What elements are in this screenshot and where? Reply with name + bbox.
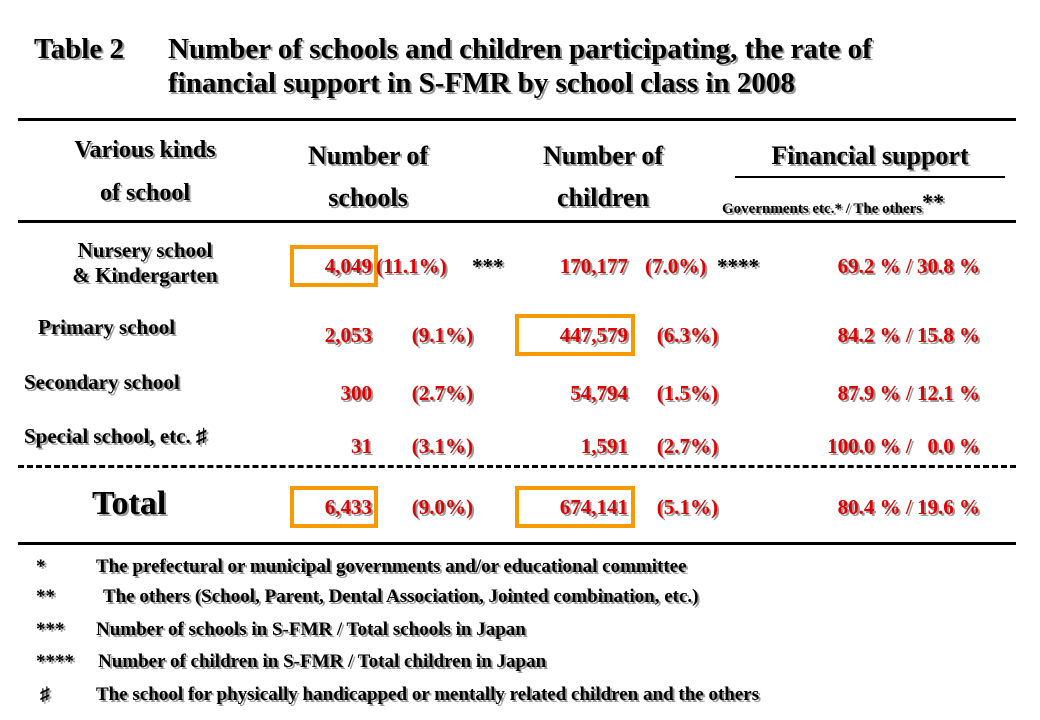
nursery-children-mark: **** (717, 254, 759, 278)
secondary-children-pct: (1.5%) (656, 381, 718, 405)
row-label-secondary: Secondary school (24, 370, 180, 394)
special-children: 1,591 (580, 434, 628, 458)
footnote-text-1: The prefectural or municipal governments and/or educational committee (96, 556, 687, 577)
top-rule (18, 118, 1016, 121)
primary-support: 84.2 % / 15.8 % (837, 323, 980, 347)
secondary-support: 87.9 % / 12.1 % (837, 381, 980, 405)
page-title-line-2: financial support in S-FMR by school class in 2008 (168, 67, 795, 99)
header-children-line-2: children (557, 183, 649, 212)
header-rule (18, 220, 1016, 223)
support-sub-text: Governments etc.* / The others (722, 201, 923, 217)
row-label-nursery-2: & Kindergarten (72, 263, 218, 287)
nursery-children-pct: (7.0%) (645, 254, 707, 278)
nursery-schools: 4,049 (324, 254, 372, 278)
nursery-support: 69.2 % / 30.8 % (837, 254, 980, 278)
footnote-mark-2: ** (36, 586, 55, 607)
header-support-sub (722, 189, 945, 219)
nursery-schools-pct: (11.1%) (376, 254, 447, 278)
special-schools: 31 (351, 434, 372, 458)
bottom-rule (18, 542, 1016, 545)
special-children-pct: (2.7%) (656, 434, 718, 458)
footnote-mark-3: *** (36, 619, 65, 640)
header-schools-line-1: Number of (307, 141, 429, 170)
footnote-mark-1: * (36, 556, 46, 577)
nursery-schools-mark: *** (472, 254, 504, 278)
total-label: Total (92, 485, 167, 522)
row-label-special: Special school, etc. ♯ (24, 424, 207, 448)
primary-children: 447,579 (559, 323, 628, 347)
header-schools-line-2: schools (328, 183, 408, 212)
secondary-schools-pct: (2.7%) (411, 381, 473, 405)
total-separator (18, 465, 1016, 468)
total-schools-pct: (9.0%) (411, 495, 473, 519)
footnote-text-4: Number of children in S-FMR / Total children in Japan (98, 651, 547, 672)
header-kind-line-1: Various kinds (74, 137, 216, 163)
footnote-text-2: The others (School, Parent, Dental Association, Jointed combination, etc.) (103, 586, 699, 607)
nursery-children: 170,177 (559, 254, 628, 278)
footnote-mark-5: ♯ (40, 684, 50, 705)
total-children: 674,141 (559, 495, 628, 519)
special-support: 100.0 % / 0.0 % (827, 434, 980, 458)
primary-schools-pct: (9.1%) (411, 323, 473, 347)
header-support: Financial support (771, 141, 969, 170)
footnote-text-3: Number of schools in S-FMR / Total schools in Japan (96, 619, 526, 640)
table-label: Table 2 (34, 33, 124, 65)
row-label-nursery-1: Nursery school (77, 238, 213, 262)
total-support: 80.4 % / 19.6 % (837, 495, 980, 519)
support-underline (735, 176, 1005, 178)
secondary-schools: 300 (340, 381, 372, 405)
page-title-line-1: Number of schools and children participating, the rate of (168, 33, 872, 65)
support-sub-mark: ** (922, 189, 945, 214)
primary-schools: 2,053 (324, 323, 372, 347)
header-children-line-1: Number of (542, 141, 664, 170)
secondary-children: 54,794 (570, 381, 628, 405)
row-label-primary: Primary school (38, 315, 176, 339)
footnote-text-5: The school for physically handicapped or mentally related children and the others (96, 684, 760, 705)
footnote-mark-4: **** (36, 651, 74, 672)
header-kind-line-2: of school (100, 180, 190, 206)
special-schools-pct: (3.1%) (411, 434, 473, 458)
total-children-pct: (5.1%) (656, 495, 718, 519)
primary-children-pct: (6.3%) (656, 323, 718, 347)
total-schools: 6,433 (324, 495, 372, 519)
